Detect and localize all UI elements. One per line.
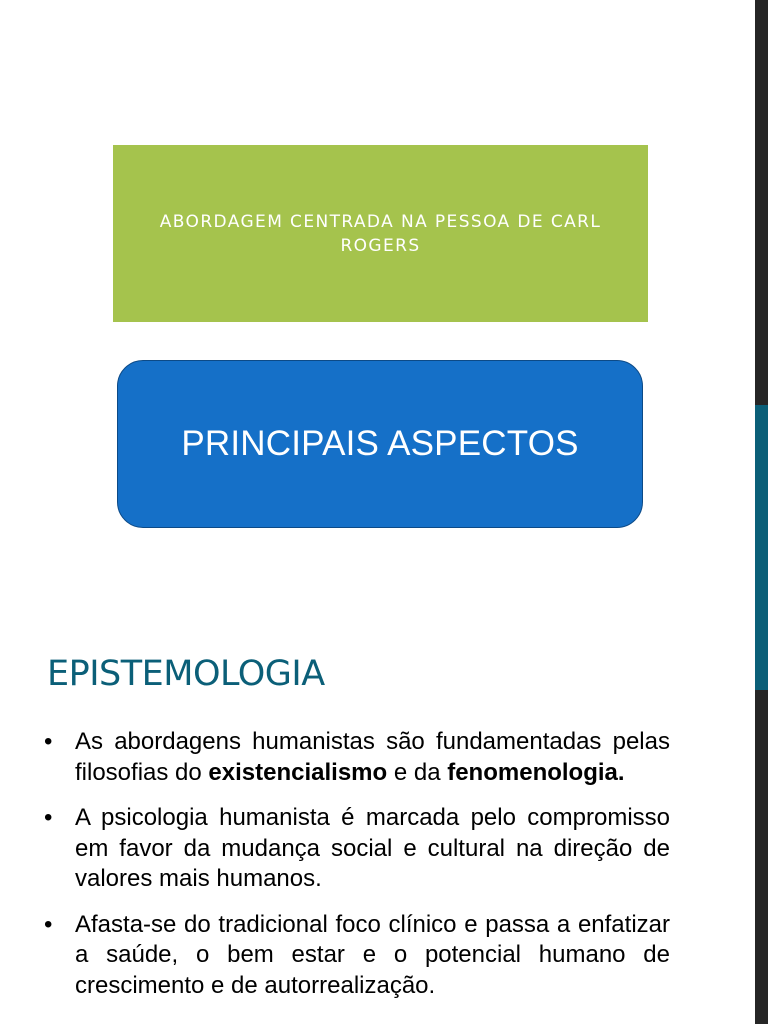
aspects-button-box xyxy=(117,360,643,528)
bullet-text: e da xyxy=(387,758,448,786)
bullet-text: Afasta-se do tradicional foco clínico e passa a enfatizar a saúde, o bem estar e o potencial humano de crescimento e de autorrealização. xyxy=(75,910,670,999)
bullet-item xyxy=(44,727,670,788)
bullet-item xyxy=(44,910,670,1002)
bullet-bold-term: fenomenologia. xyxy=(447,758,625,786)
aspects-label: PRINCIPAIS ASPECTOS xyxy=(181,424,579,463)
title-banner xyxy=(113,145,648,322)
bullet-bold-term: existencialismo xyxy=(208,758,388,786)
slide-title: ABORDAGEM CENTRADA NA PESSOA DE CARL ROGERS xyxy=(159,211,602,256)
bullet-text: A psicologia humanista é marcada pelo compromisso em favor da mudança social e cultural na direção de valores mais humanos. xyxy=(75,804,670,892)
bullet-list xyxy=(44,727,670,1016)
bullet-text: As abordagens humanistas são fundamentadas pelas filosofias do xyxy=(75,728,670,786)
section-heading: EPISTEMOLOGIA xyxy=(47,654,325,694)
right-edge-accent xyxy=(755,405,768,690)
bullet-item xyxy=(44,803,670,895)
